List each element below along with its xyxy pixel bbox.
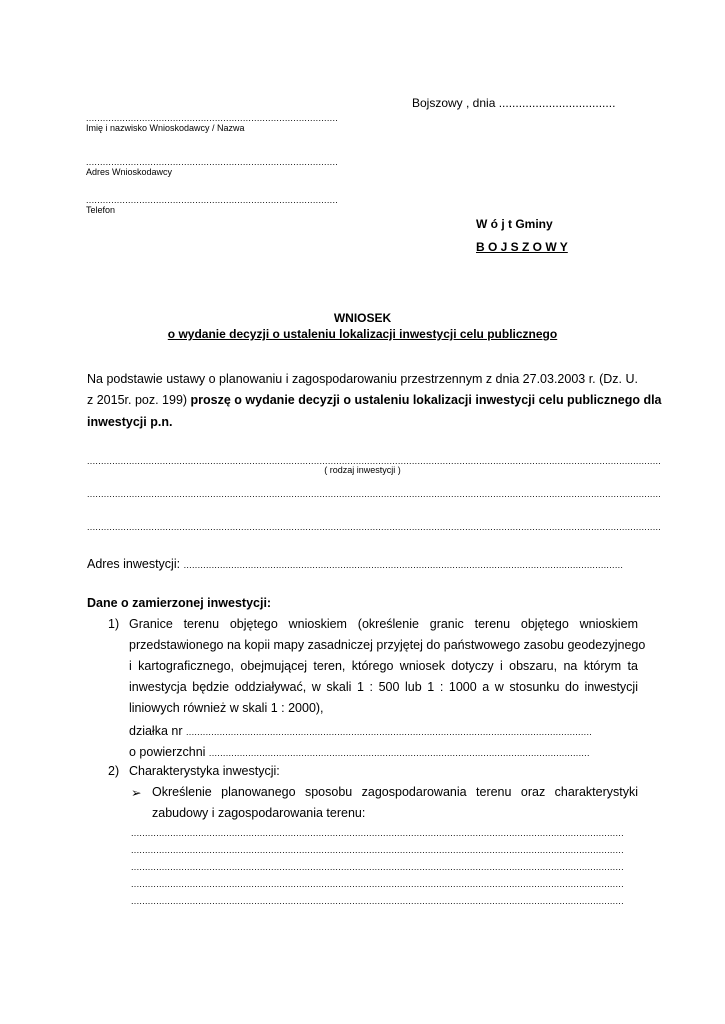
investment-type-dots: ............................................................................................................................................................................................................. [87, 456, 662, 466]
area-label: o powierzchni [129, 745, 209, 759]
item-1-line-4: inwestycja będzie oddziaływać, w skali 1 : 500 lub 1 : 1000 a w stosunku do inwestycji [129, 680, 638, 694]
applicant-address-label: Adres Wnioskodawcy [86, 167, 173, 177]
item-1-number: 1) [108, 617, 120, 631]
bullet-line-1: Określenie planowanego sposobu zagospodarowania terenu oraz charakterystyki [152, 785, 638, 799]
parcel-number-field [129, 722, 631, 740]
item-1-line-3: i kartograficznego, obejmującej teren, którego wniosek dotyczy i obszaru, na którym ta [129, 659, 638, 673]
intro-line-1: Na podstawie ustawy o planowaniu i zagospodarowaniu przestrzennym z dnia 27.03.2003 r. (Dz. U. [87, 372, 639, 386]
item-2-number: 2) [108, 764, 120, 778]
investment-type-dots-2: ............................................................................................................................................................................................................. [87, 489, 662, 499]
item-1-line-2: przedstawionego na kopii mapy zasadniczej przyjętej do państwowego zasobu geodezyjnego [129, 638, 646, 652]
investment-type-dots-3: ............................................................................................................................................................................................................. [87, 522, 662, 532]
area-field [129, 743, 631, 761]
investment-address-dots: ............................................................................................................................................................. [183, 560, 624, 570]
intro-line-2-normal: z 2015r. poz. 199) [87, 393, 191, 407]
item-1-line-5: liniowych również w skali 1 : 2000), [129, 701, 324, 715]
applicant-address-dots: .......................................................................................... [86, 157, 339, 167]
item-2-label: Charakterystyka inwestycji: [129, 764, 280, 778]
intro-line-3: inwestycji p.n. [87, 415, 173, 429]
intro-line-2 [87, 393, 662, 407]
blank-line-3: ................................................................................................................................................................................ [131, 862, 624, 872]
place-date: Bojszowy , dnia ................................... [412, 96, 616, 110]
blank-line-4: ................................................................................................................................................................................ [131, 879, 624, 889]
section-heading: Dane o zamierzonej inwestycji: [87, 596, 272, 610]
investment-address [87, 555, 627, 573]
applicant-phone-label: Telefon [86, 205, 116, 215]
addressee-name: B O J S Z O W Y [476, 240, 568, 254]
bullet-arrow-icon: ➢ [131, 786, 142, 800]
parcel-number-label: działka nr [129, 724, 186, 738]
applicant-name-dots: .......................................................................................... [86, 113, 339, 123]
blank-line-1: ................................................................................................................................................................................ [131, 828, 624, 838]
bullet-line-2: zabudowy i zagospodarowania terenu: [152, 806, 366, 820]
intro-line-2-bold: proszę o wydanie decyzji o ustaleniu lokalizacji inwestycji celu publicznego dla [190, 393, 662, 407]
blank-line-5: ................................................................................................................................................................................ [131, 896, 624, 906]
investment-type-caption: ( rodzaj inwestycji ) [324, 465, 401, 475]
item-1-line-1: Granice terenu objętego wnioskiem (określenie granic terenu objętego wnioskiem [129, 617, 638, 631]
document-title: WNIOSEK [333, 311, 392, 325]
investment-address-label: Adres inwestycji: [87, 557, 184, 571]
applicant-name-label: Imię i nazwisko Wnioskodawcy / Nazwa [86, 123, 245, 133]
blank-line-2: ................................................................................................................................................................................ [131, 845, 624, 855]
addressee-title: W ó j t Gminy [476, 217, 553, 231]
applicant-phone-dots: .......................................................................................... [86, 195, 339, 205]
area-dots: ........................................................................................................................................ [208, 748, 590, 758]
document-subtitle: o wydanie decyzji o ustaleniu lokalizacji inwestycji celu publicznego [167, 327, 558, 341]
parcel-number-dots: ................................................................................................................................................. [185, 727, 593, 737]
